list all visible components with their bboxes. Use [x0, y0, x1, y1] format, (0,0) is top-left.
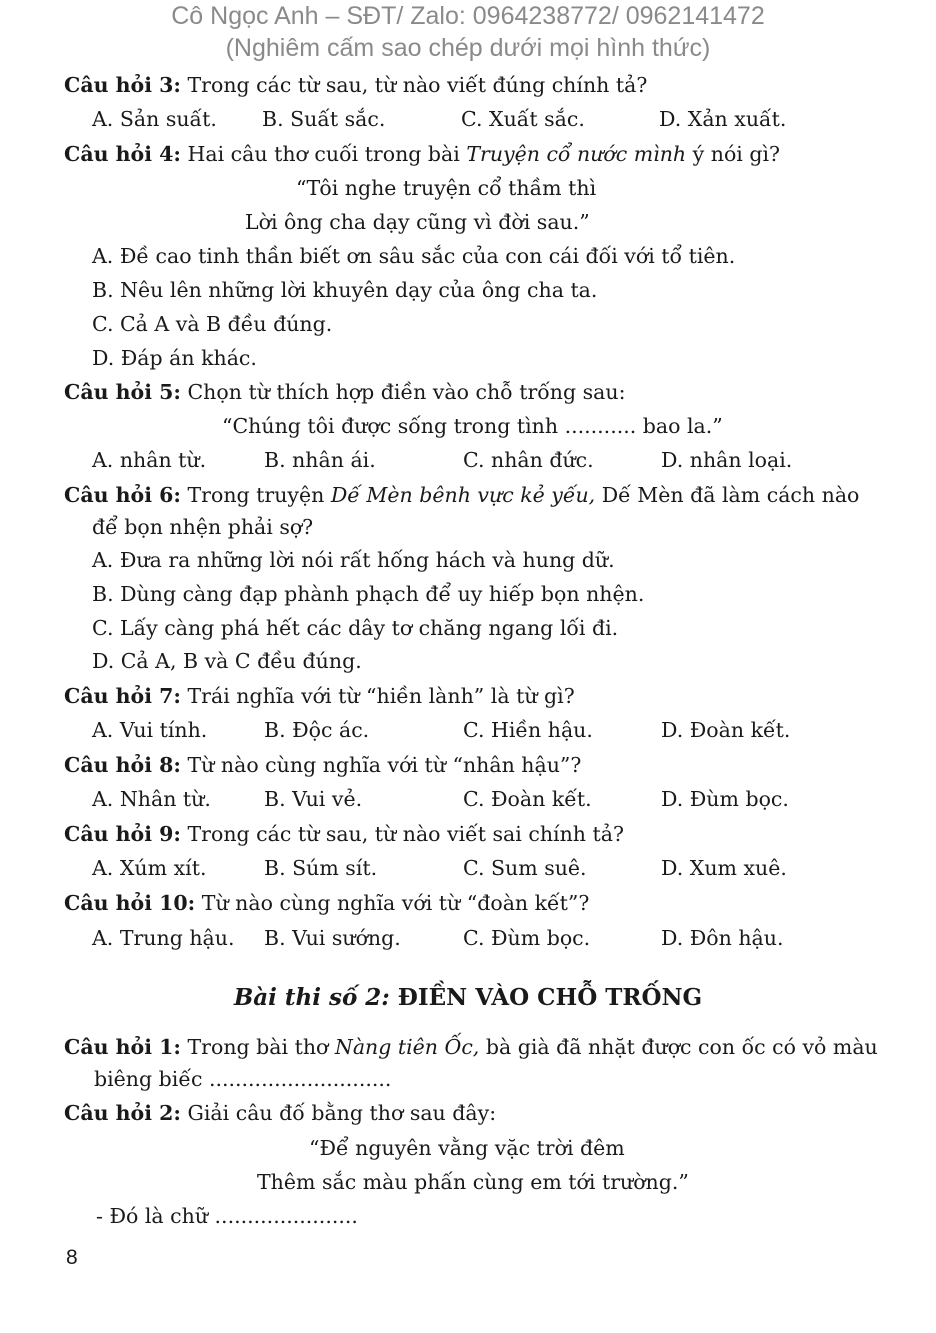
question-3	[64, 71, 647, 99]
q4-option-d: D. Đáp án khác.	[92, 346, 257, 370]
q6-option-b: B. Dùng càng đạp phành phạch để uy hiếp bọn nhện.	[92, 582, 645, 606]
question-text: Dế Mèn đã làm cách nào	[595, 483, 860, 507]
question-label: Câu hỏi 4:	[64, 142, 181, 166]
q10-option-b: B. Vui sướng.	[264, 926, 401, 950]
q4-option-c: C. Cả A và B đều đúng.	[92, 312, 333, 336]
q10-option-c: C. Đùm bọc.	[463, 926, 591, 950]
page-number: 8	[66, 1246, 78, 1269]
q3-option-c: C. Xuất sắc.	[461, 107, 585, 131]
watermark-line-2: (Nghiêm cấm sao chép dưới mọi hình thức)	[225, 34, 711, 62]
question-text: Từ nào cùng nghĩa với từ “đoàn kết”?	[195, 891, 590, 915]
q9-option-a: A. Xúm xít.	[92, 856, 207, 880]
q8-option-b: B. Vui vẻ.	[264, 787, 363, 811]
q9-option-d: D. Xum xuê.	[661, 856, 787, 880]
question-text: Trong các từ sau, từ nào viết đúng chính tả?	[180, 73, 648, 97]
question-8	[64, 751, 581, 779]
section-2-title	[0, 984, 936, 1011]
section-prefix: Bài thi số 2:	[233, 984, 390, 1011]
section-2-question-2	[64, 1099, 496, 1127]
question-label: Câu hỏi 3:	[64, 73, 181, 97]
question-text: Trong truyện	[180, 483, 331, 507]
question-5	[64, 378, 625, 406]
q7-option-a: A. Vui tính.	[92, 718, 208, 742]
question-label: Câu hỏi 7:	[64, 684, 181, 708]
q6-option-d: D. Cả A, B và C đều đúng.	[92, 649, 362, 673]
q7-option-c: C. Hiền hậu.	[463, 718, 593, 742]
question-text: Trong các từ sau, từ nào viết sai chính tả?	[180, 822, 624, 846]
question-6-continued: để bọn nhện phải sợ?	[92, 515, 314, 539]
question-10	[64, 889, 589, 917]
watermark-line-1: Cô Ngọc Anh – SĐT/ Zalo: 0964238772/ 0962141472	[171, 2, 765, 30]
q3-option-a: A. Sản suất.	[92, 107, 217, 131]
q5-option-d: D. nhân loại.	[661, 448, 793, 472]
q4-option-a: A. Đề cao tinh thần biết ơn sâu sắc của con cái đối với tổ tiên.	[92, 244, 736, 268]
question-9	[64, 820, 624, 848]
question-7	[64, 682, 575, 710]
question-4	[64, 140, 780, 168]
poem-title: Nàng tiên Ốc,	[334, 1035, 480, 1059]
question-label: Câu hỏi 5:	[64, 380, 181, 404]
q8-option-a: A. Nhân từ.	[92, 787, 211, 811]
q7-option-b: B. Độc ác.	[264, 718, 370, 742]
q6-option-a: A. Đưa ra những lời nói rất hống hách và hung dữ.	[92, 548, 615, 572]
q10-option-d: D. Đôn hậu.	[661, 926, 784, 950]
question-label: Câu hỏi 10:	[64, 891, 196, 915]
q8-option-c: C. Đoàn kết.	[463, 787, 592, 811]
q4-poem-line-2: Lời ông cha dạy cũng vì đời sau.”	[245, 210, 590, 234]
poem-title: Truyện cổ nước mình	[466, 142, 687, 166]
q6-option-c: C. Lấy càng phá hết các dây tơ chăng ngang lối đi.	[92, 616, 619, 640]
question-label: Câu hỏi 8:	[64, 753, 181, 777]
q3-option-d: D. Xản xuất.	[659, 107, 787, 131]
story-title: Dế Mèn bênh vực kẻ yếu,	[330, 483, 596, 507]
question-text: Từ nào cùng nghĩa với từ “nhân hậu”?	[180, 753, 582, 777]
q8-option-d: D. Đùm bọc.	[661, 787, 789, 811]
q7-option-d: D. Đoàn kết.	[661, 718, 791, 742]
question-text: Giải câu đố bằng thơ sau đây:	[180, 1101, 497, 1125]
q9-option-b: B. Súm sít.	[264, 856, 378, 880]
question-text: Chọn từ thích hợp điền vào chỗ trống sau:	[180, 380, 626, 404]
q4-poem-line-1: “Tôi nghe truyện cổ thầm thì	[296, 176, 597, 200]
question-text: ý nói gì?	[686, 142, 781, 166]
q10-option-a: A. Trung hậu.	[92, 926, 235, 950]
q5-quote: “Chúng tôi được sống trong tình ........... bao la.”	[222, 414, 723, 438]
section-2-question-1-blank: biêng biếc ............................	[94, 1067, 392, 1091]
s2q2-answer-blank: - Đó là chữ ......................	[96, 1204, 358, 1228]
question-label: Câu hỏi 2:	[64, 1101, 181, 1125]
s2q2-poem-line-2: Thêm sắc màu phấn cùng em tới trường.”	[257, 1170, 689, 1194]
question-text: Trái nghĩa với từ “hiền lành” là từ gì?	[180, 684, 575, 708]
section-heading: ĐIỀN VÀO CHỖ TRỐNG	[389, 984, 703, 1011]
question-label: Câu hỏi 6:	[64, 483, 181, 507]
q4-option-b: B. Nêu lên những lời khuyên dạy của ông cha ta.	[92, 278, 598, 302]
question-text: bà già đã nhặt được con ốc có vỏ màu	[479, 1035, 878, 1059]
section-2-question-1	[64, 1033, 878, 1061]
question-label: Câu hỏi 9:	[64, 822, 181, 846]
question-text: Hai câu thơ cuối trong bài	[180, 142, 467, 166]
question-label: Câu hỏi 1:	[64, 1035, 181, 1059]
q5-option-a: A. nhân từ.	[92, 448, 207, 472]
q5-option-b: B. nhân ái.	[264, 448, 376, 472]
question-6	[64, 481, 859, 509]
q9-option-c: C. Sum suê.	[463, 856, 587, 880]
s2q2-poem-line-1: “Để nguyên vằng vặc trời đêm	[309, 1136, 625, 1160]
q5-option-c: C. nhân đức.	[463, 448, 594, 472]
question-text: Trong bài thơ	[180, 1035, 335, 1059]
q3-option-b: B. Suất sắc.	[262, 107, 386, 131]
